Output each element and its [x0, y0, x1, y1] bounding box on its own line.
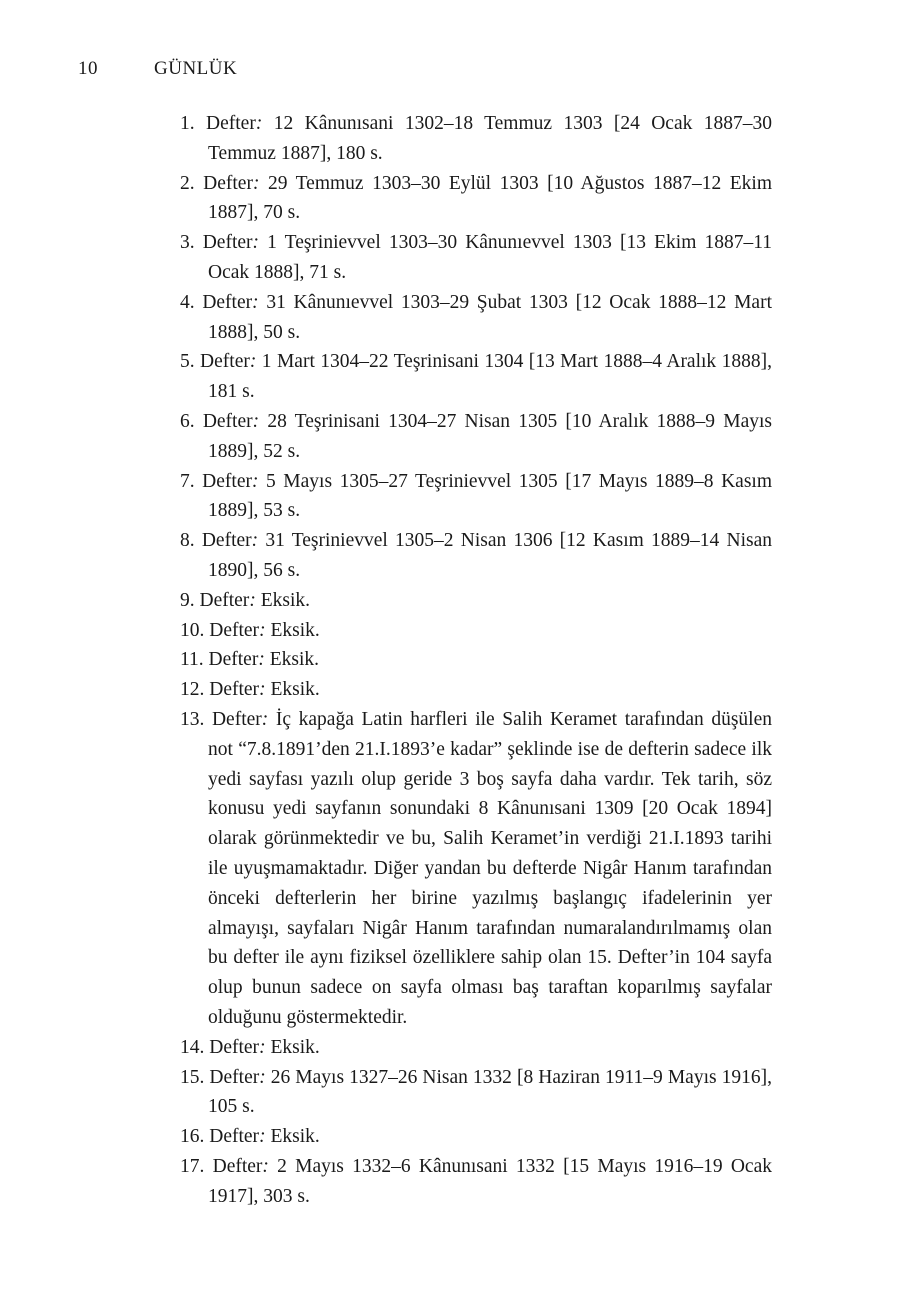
list-item: 1. Defter: 12 Kânunısani 1302–18 Temmuz 1303 [24 Ocak 1887–30 Temmuz 1887], 180 s.	[180, 113, 772, 164]
entry-text: Eksik.	[260, 589, 310, 611]
entry-label: 17. Defter	[180, 1155, 263, 1177]
list-item: 4. Defter: 31 Kânunıevvel 1303–29 Şubat 1303 [12 Ocak 1888–12 Mart 1888], 50 s.	[180, 291, 772, 343]
entry-label: 3. Defter	[180, 232, 253, 254]
running-header	[78, 58, 237, 80]
entry-label: 5. Defter	[180, 351, 250, 373]
entry-text: 5 Mayıs 1305–27 Teşrinievvel 1305 [17 Mayıs 1889–8 Kasım 1889], 53 s.	[208, 470, 772, 522]
list-item: 8. Defter: 31 Teşrinievvel 1305–2 Nisan 1306 [12 Kasım 1889–14 Nisan 1890], 56 s.	[180, 530, 772, 581]
entry-text: 1 Teşrinievvel 1303–30 Kânunıevvel 1303 [13 Ekim 1887–11 Ocak 1888], 71 s.	[208, 232, 772, 283]
list-item: 10. Defter: Eksik.	[180, 619, 320, 641]
entry-text: Eksik.	[270, 679, 320, 701]
entry-label: 13. Defter	[180, 708, 262, 730]
entry-label: 6. Defter	[180, 410, 253, 432]
list-item: 17. Defter: 2 Mayıs 1332–6 Kânunısani 1332 [15 Mayıs 1916–19 Ocak 1917], 303 s.	[180, 1155, 772, 1207]
entry-label: 15. Defter	[180, 1066, 260, 1088]
entry-label: 14. Defter	[180, 1036, 260, 1058]
entry-label: 9. Defter	[180, 589, 250, 611]
entry-text: 1 Mart 1304–22 Teşrinisani 1304 [13 Mart 1888–4 Aralık 1888], 181 s.	[208, 351, 772, 403]
entry-text: 31 Teşrinievvel 1305–2 Nisan 1306 [12 Kasım 1889–14 Nisan 1890], 56 s.	[208, 530, 772, 581]
entry-label: 16. Defter	[180, 1126, 260, 1148]
running-title: GÜNLÜK	[154, 58, 238, 79]
entry-text: 31 Kânunıevvel 1303–29 Şubat 1303 [12 Ocak 1888–12 Mart 1888], 50 s.	[208, 291, 772, 343]
entry-label: 2. Defter	[180, 172, 253, 194]
entry-label: 7. Defter	[180, 470, 252, 492]
entry-label: 4. Defter	[180, 291, 253, 313]
list-item: 9. Defter: Eksik.	[180, 589, 310, 611]
entry-text: 28 Teşrinisani 1304–27 Nisan 1305 [10 Aralık 1888–9 Mayıs 1889], 52 s.	[208, 410, 772, 462]
entry-text: Eksik.	[269, 649, 319, 671]
list-item: 12. Defter: Eksik.	[180, 679, 320, 701]
entry-text: İç kapağa Latin harfleri ile Salih Keramet tarafından düşülen not “7.8.1891’den 21.I.1893’e kadar” şeklinde ise de defterin sadece ilk yedi sayfası yazılı olup geride 3 boş sayfa daha vardır. Tek tarih, söz konusu yedi sayfanın sonundaki 8 Kânunısani 1309 [20 Ocak 1894] olarak görünmektedir ve bu, Salih Keramet’in verdiği 21.I.1893 tarihi ile uyuşmamaktadır. Diğer yandan bu defterde Nigâr Hanım tarafından önceki defterlerin her birine yazılmış başlangıç ifadelerinin yer almayışı, sayfaları Nigâr Hanım tarafından numaralandırılmamış olan bu defter ile aynı fiziksel özelliklere sahip olan 15. Defter’in 104 sayfa olup bunun sadece on sayfa olması baş taraftan koparılmış sayfalar olduğunu göstermektedir.	[208, 708, 772, 1028]
list-item: 11. Defter: Eksik.	[180, 649, 319, 671]
list-item: 15. Defter: 26 Mayıs 1327–26 Nisan 1332 [8 Haziran 1911–9 Mayıs 1916], 105 s.	[180, 1066, 772, 1118]
entry-text: 26 Mayıs 1327–26 Nisan 1332 [8 Haziran 1911–9 Mayıs 1916], 105 s.	[208, 1066, 772, 1118]
list-item: 2. Defter: 29 Temmuz 1303–30 Eylül 1303 [10 Ağustos 1887–12 Ekim 1887], 70 s.	[180, 172, 772, 224]
list-item: 3. Defter: 1 Teşrinievvel 1303–30 Kânunıevvel 1303 [13 Ekim 1887–11 Ocak 1888], 71 s.	[180, 232, 772, 283]
entry-text: 2 Mayıs 1332–6 Kânunısani 1332 [15 Mayıs 1916–19 Ocak 1917], 303 s.	[208, 1155, 772, 1207]
list-item: 7. Defter: 5 Mayıs 1305–27 Teşrinievvel 1305 [17 Mayıs 1889–8 Kasım 1889], 53 s.	[180, 470, 772, 522]
list-item: 14. Defter: Eksik.	[180, 1036, 320, 1058]
entry-label: 8. Defter	[180, 530, 252, 552]
entry-label: 11. Defter	[180, 649, 259, 671]
entry-label: 12. Defter	[180, 679, 260, 701]
list-item: 5. Defter: 1 Mart 1304–22 Teşrinisani 1304 [13 Mart 1888–4 Aralık 1888], 181 s.	[180, 351, 772, 403]
list-item: 16. Defter: Eksik.	[180, 1126, 320, 1148]
entry-text: 29 Temmuz 1303–30 Eylül 1303 [10 Ağustos 1887–12 Ekim 1887], 70 s.	[208, 172, 772, 224]
entry-text: Eksik.	[270, 1126, 320, 1148]
list-item: 6. Defter: 28 Teşrinisani 1304–27 Nisan 1305 [10 Aralık 1888–9 Mayıs 1889], 52 s.	[180, 410, 772, 462]
entry-text: Eksik.	[270, 619, 320, 641]
notebook-list	[180, 109, 772, 1211]
entry-text: 12 Kânunısani 1302–18 Temmuz 1303 [24 Ocak 1887–30 Temmuz 1887], 180 s.	[208, 113, 772, 164]
page-number: 10	[78, 58, 98, 79]
entry-label: 10. Defter	[180, 619, 260, 641]
entry-label: 1. Defter	[180, 113, 256, 134]
entry-text: Eksik.	[270, 1036, 320, 1058]
list-item: 13. Defter: İç kapağa Latin harfleri ile Salih Keramet tarafından düşülen not “7.8.1891’den 21.I.1893’e kadar” şeklinde ise de defterin sadece ilk yedi sayfası yazılı olup geride 3 boş sayfa daha vardır. Tek tarih, söz konusu yedi sayfanın sonundaki 8 Kânunısani 1309 [20 Ocak 1894] olarak görünmektedir ve bu, Salih Keramet’in verdiği 21.I.1893 tarihi ile uyuşmamaktadır. Diğer yandan bu defterde Nigâr Hanım tarafından önceki defterlerin her birine yazılmış başlangıç ifadelerinin yer almayışı, sayfaları Nigâr Hanım tarafından numaralandırılmamış olan bu defter ile aynı fiziksel özelliklere sahip olan 15. Defter’in 104 sayfa olup bunun sadece on sayfa olması baş taraftan koparılmış sayfalar olduğunu göstermektedir.	[180, 708, 772, 1028]
